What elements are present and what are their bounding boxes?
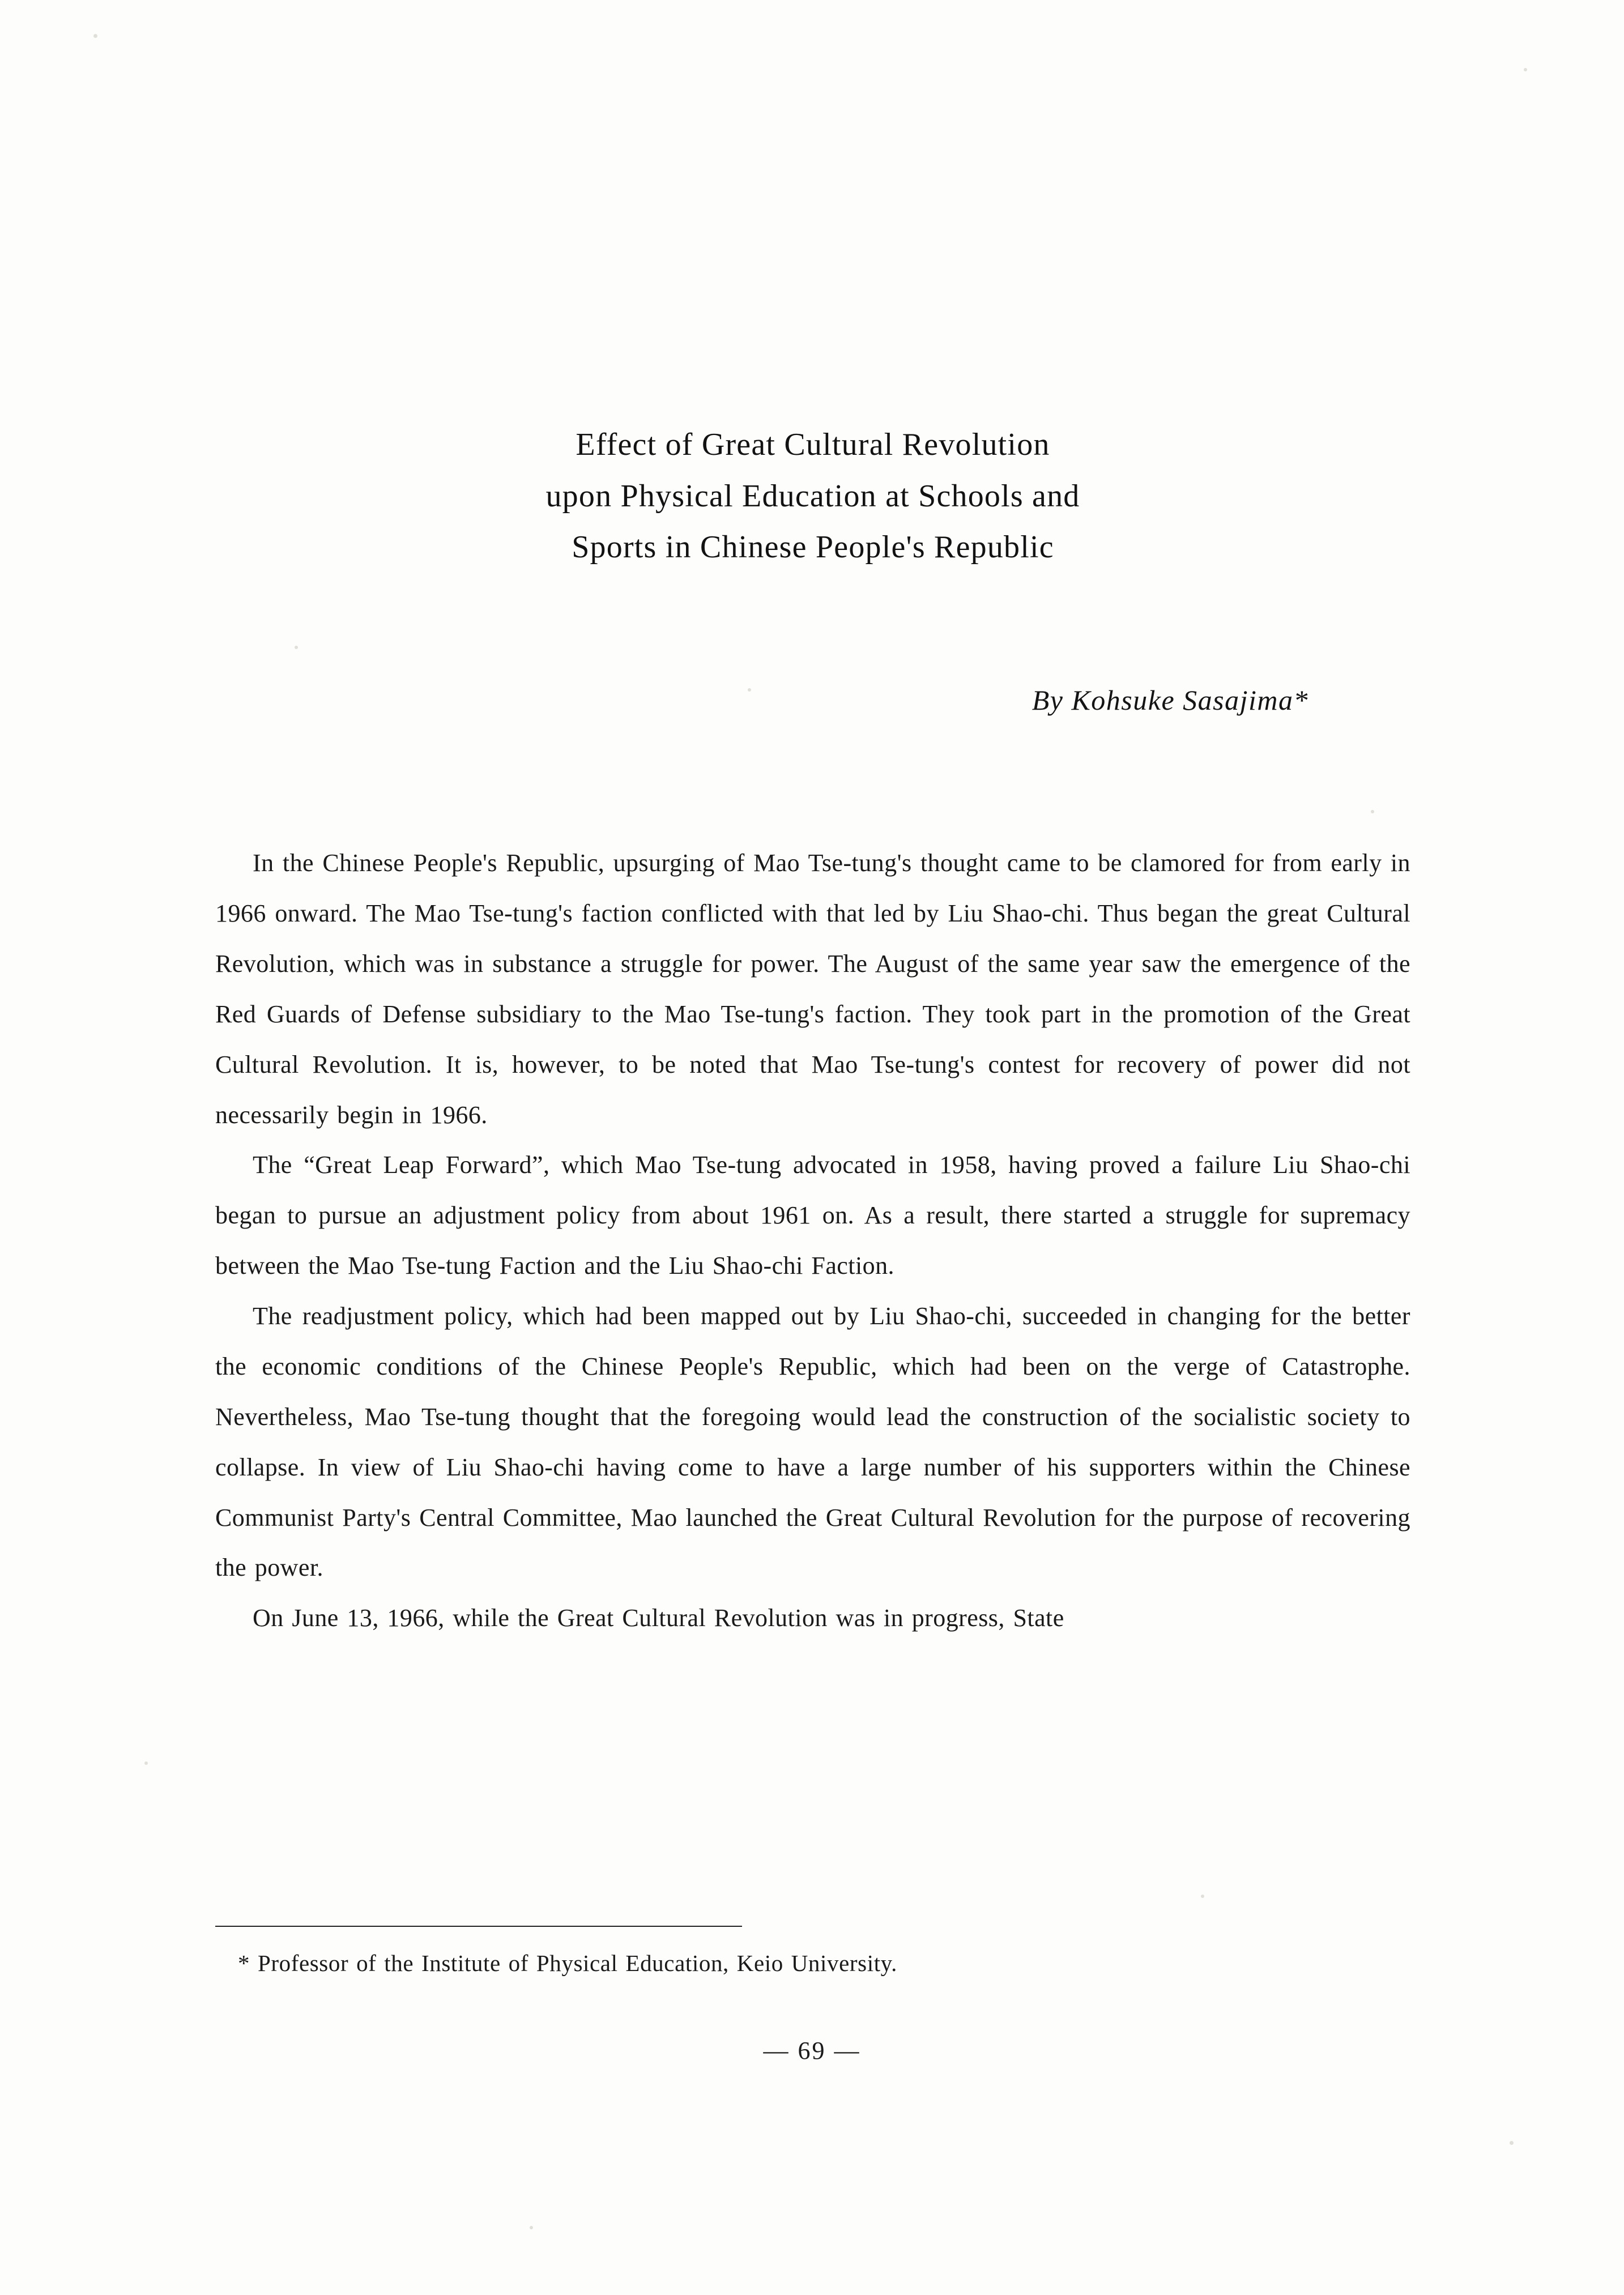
footnote-divider [215, 1926, 742, 1927]
author-block [215, 684, 1410, 716]
article-content [215, 0, 1410, 1644]
title-line-3: Sports in Chinese People's Republic [572, 530, 1054, 565]
scan-speck [93, 34, 97, 38]
scan-speck [1201, 1895, 1204, 1898]
paragraph: The readjustment policy, which had been mapped out by Liu Shao-chi, succeeded in changing for the better the economic conditions of the Chinese People's Republic, which had been on the verge of Catastrophe. Nevertheless, Mao Tse-tung thought that the foregoing would lead the construction of the socialistic society to collapse. In view of Liu Shao-chi having come to have a large number of his supporters within the Chinese Communist Party's Central Committee, Mao launched the Great Cultural Revolution for the purpose of recovering the power. [215, 1302, 1410, 1582]
author-name: By Kohsuke Sasajima* [1031, 684, 1308, 716]
footnote-text: * Professor of the Institute of Physical Education, Keio University. [238, 1950, 897, 1976]
paragraph: On June 13, 1966, while the Great Cultural Revolution was in progress, State [253, 1604, 1064, 1632]
paragraph: The “Great Leap Forward”, which Mao Tse-tung advocated in 1958, having proved a failure Liu Shao-chi began to pursue an adjustment policy from about 1961 on. As a result, there started a struggle for supremacy between the Mao Tse-tung Faction and the Liu Shao-chi Faction. [215, 1151, 1410, 1280]
scan-speck [530, 2226, 533, 2229]
footnote-section [215, 1926, 1410, 1977]
scan-speck [1524, 68, 1527, 71]
page-number: — 69 — [763, 2037, 861, 2064]
scan-speck [144, 1761, 148, 1765]
title-line-1: Effect of Great Cultural Revolution [576, 427, 1050, 462]
paragraph: In the Chinese People's Republic, upsurging of Mao Tse-tung's thought came to be clamored for from early in 1966 onward. The Mao Tse-tung's faction conflicted with that led by Liu Shao-chi. Thus began the great Cultural Revolution, which was in substance a struggle for power. The August of the same year saw the emergence of the Red Guards of Defense subsidiary to the Mao Tse-tung's faction. They took part in the promotion of the Great Cultural Revolution. It is, however, to be noted that Mao Tse-tung's contest for recovery of power did not necessarily begin in 1966. [215, 849, 1410, 1129]
scan-speck [1510, 2141, 1514, 2145]
article-body [215, 838, 1410, 1644]
page-title [215, 419, 1410, 573]
title-line-2: upon Physical Education at Schools and [545, 478, 1080, 514]
